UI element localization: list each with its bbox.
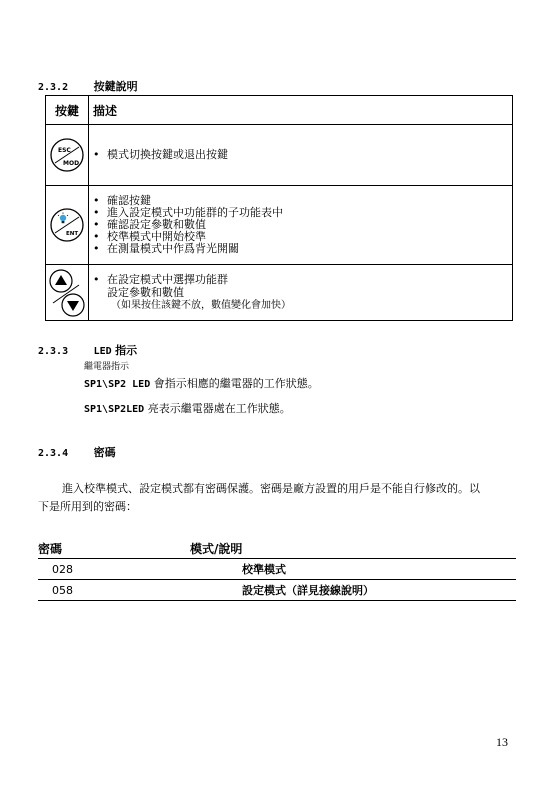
list-item: • 校準模式中開始校準 bbox=[93, 230, 206, 243]
ent-light-key-icon bbox=[49, 207, 85, 243]
list-item: • 模式切換按鍵或退出按鍵 bbox=[93, 148, 228, 161]
list-item: • 確認設定參數和數值 bbox=[93, 218, 206, 231]
esc-label: ESC bbox=[58, 147, 71, 154]
arrows-description bbox=[89, 265, 512, 320]
password-code: 058 bbox=[52, 583, 73, 597]
list-item: • 確認按鍵 bbox=[93, 194, 151, 207]
section-title: 按鍵說明 bbox=[93, 80, 138, 93]
section-number: 2.3.4 bbox=[38, 448, 69, 459]
esc-mod-key-icon bbox=[49, 137, 85, 173]
password-mode: 校準模式 bbox=[242, 563, 286, 576]
password-code: 028 bbox=[52, 562, 73, 576]
key-row-ent bbox=[46, 185, 512, 264]
led-line-1: SP1\SP2 LED 會指示相應的繼電器的工作狀態。 bbox=[84, 377, 319, 390]
section-232-heading bbox=[38, 78, 138, 94]
key-description-table bbox=[45, 95, 513, 321]
key-row-esc bbox=[46, 124, 512, 185]
mod-label: MOD bbox=[63, 160, 80, 167]
section-number: 2.3.3 bbox=[38, 346, 69, 357]
arrow-up-icon bbox=[50, 270, 72, 292]
header-mode: 模式/說明 bbox=[190, 541, 243, 556]
key-table-header bbox=[46, 96, 512, 124]
list-item: • 在測量模式中作爲背光開關 bbox=[93, 242, 239, 255]
header-password: 密碼 bbox=[38, 541, 63, 556]
list-item: • 進入設定模式中功能群的子功能表中 bbox=[93, 206, 283, 219]
key-row-arrows bbox=[46, 264, 512, 320]
ent-label: ENT bbox=[66, 231, 79, 237]
led-line-2: SP1\SP2LED 亮表示繼電器處在工作狀態。 bbox=[84, 402, 291, 415]
section-233-heading bbox=[38, 342, 137, 358]
ent-description bbox=[89, 186, 512, 264]
section-title-suffix: 指示 bbox=[115, 344, 138, 357]
password-mode: 設定模式（詳見接線說明） bbox=[242, 584, 374, 597]
header-key: 按鍵 bbox=[46, 96, 89, 124]
section-title: 密碼 bbox=[93, 446, 116, 459]
password-table bbox=[38, 538, 516, 601]
table-row bbox=[38, 559, 516, 580]
section-title-prefix: LED bbox=[93, 346, 112, 357]
section-233-subtitle: 繼電器指示 bbox=[84, 362, 130, 372]
header-description: 描述 bbox=[93, 103, 118, 118]
table-row bbox=[38, 580, 516, 601]
esc-description bbox=[89, 125, 512, 185]
page-number: 13 bbox=[496, 735, 508, 749]
arrow-down-icon bbox=[62, 294, 84, 316]
list-item-continuation: 設定參數和數值 bbox=[107, 285, 184, 299]
section-234-heading bbox=[38, 444, 116, 460]
up-down-key-icon bbox=[47, 267, 87, 319]
list-item: • 在設定模式中選擇功能群 bbox=[93, 272, 228, 286]
password-table-header bbox=[38, 538, 516, 559]
password-paragraph-line-2: 下是所用到的密碼： bbox=[38, 500, 137, 513]
password-paragraph-line-1: 進入校準模式、設定模式都有密碼保護。密碼是廠方設置的用戶是不能自行修改的。以 bbox=[62, 482, 480, 495]
list-item-note: （如果按住該鍵不放，數值變化會加快） bbox=[111, 299, 291, 311]
section-number: 2.3.2 bbox=[38, 82, 69, 93]
